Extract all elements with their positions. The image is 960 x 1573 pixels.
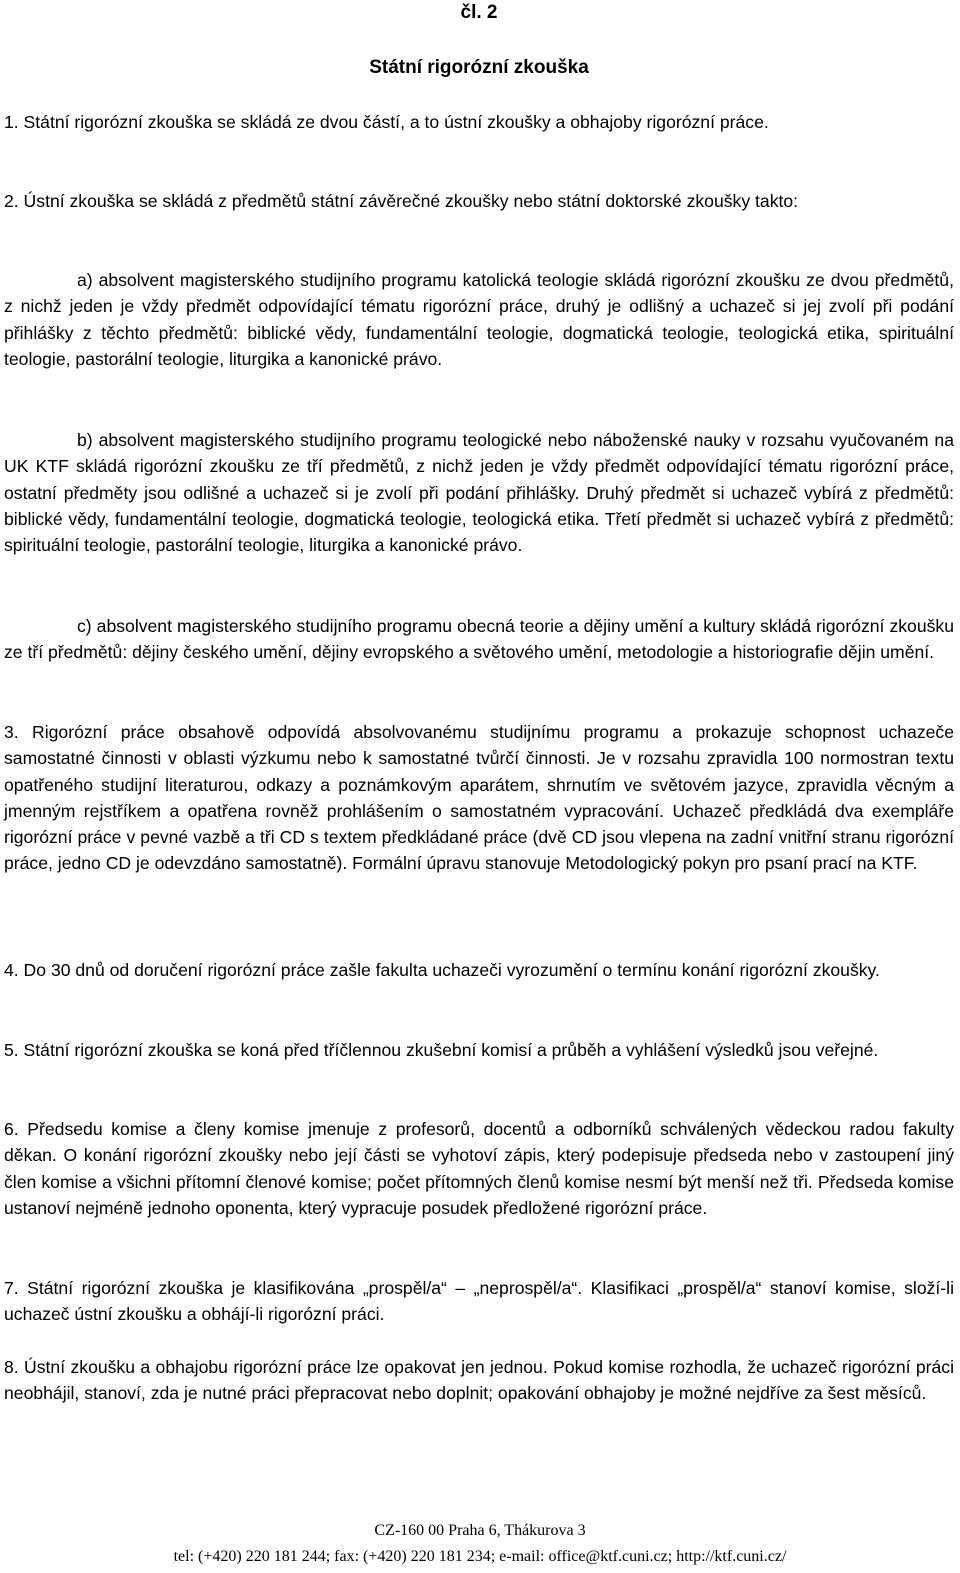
footer-contact: tel: (+420) 220 181 244; fax: (+420) 220 181 234; e-mail: office@ktf.cuni.cz; http://ktf.cuni.cz/ [173,1548,787,1565]
paragraph-7: 7. Státní rigorózní zkouška je klasifikována „prospěl/a“ – „neprospěl/a“. Klasifikaci „prospěl/a“ stanoví komise, složí-li uchazeč ústní zkoušku a obhájí-li rigorózní práci. [4,1278,954,1325]
paragraph-3: 3. Rigorózní práce obsahově odpovídá absolvovanému studijnímu programu a prokazuje schopnost uchazeče samostatné činnosti v oblasti výzkumu nebo k samostatné tvůrčí činnosti. Je v rozsahu zpravidla 100 normostran textu opatřeného studijní literaturou, odkazy a poznámkovým aparátem, shrnutím ve světovém jazyce, zpravidla věcným a jmenným rejstříkem a opatřena rovněž prohlášením o samostatném vypracování. Uchazeč předkládá dva exempláře rigorózní práce v pevné vazbě a tři CD s textem předkládané práce (dvě CD jsou vlepena na zadní vnitřní stranu rigorózní práce, jedno CD je odevzdáno samostatně). Formální úpravu stanovuje Metodologický pokyn pro psaní prací na KTF. [4,722,954,874]
paragraph-2a: a) absolvent magisterského studijního programu katolická teologie skládá rigorózní zkoušku ze dvou předmětů, z nichž jeden je vždy předmět odpovídající tématu rigorózní práce, druhý je odlišný a uchazeč si jej zvolí při podání přihlášky z těchto předmětů: biblické vědy, fundamentální teologie, dogmatická teologie, teologická etika, spirituální teologie, pastorální teologie, liturgika a kanonické právo. [4,270,954,369]
article-number: čl. 2 [460,2,498,23]
paragraph-6: 6. Předsedu komise a členy komise jmenuje z profesorů, docentů a odborníků schválených vědeckou radou fakulty děkan. O konání rigorózní zkoušky nebo její části se vyhotoví zápis, který podepisuje předseda nebo v zastoupení jiný člen komise a všichni přítomní členové komise; počet přítomných členů komise nesmí být menší než tři. Předseda komise ustanoví nejméně jednoho oponenta, který vypracuje posudek předložené rigorózní práce. [4,1119,954,1218]
paragraph-5: 5. Státní rigorózní zkouška se koná před tříčlennou zkušební komisí a průběh a vyhlášení výsledků jsou veřejné. [4,1040,879,1060]
paragraph-1: 1. Státní rigorózní zkouška se skládá ze dvou částí, a to ústní zkoušky a obhajoby rigorózní práce. [4,112,769,132]
paragraph-8: 8. Ústní zkoušku a obhajobu rigorózní práce lze opakovat jen jednou. Pokud komise rozhodla, že uchazeč rigorózní práci neobhájil, stanoví, zda je nutné práci přepracovat nebo doplnit; opakování obhajoby je možné nejdříve za šest měsíců. [4,1357,954,1404]
footer-address: CZ-160 00 Praha 6, Thákurova 3 [374,1522,586,1539]
article-title: Státní rigorózní zkouška [369,57,589,78]
paragraph-2: 2. Ústní zkouška se skládá z předmětů státní závěrečné zkoušky nebo státní doktorské zkoušky takto: [4,191,799,211]
paragraph-2c: c) absolvent magisterského studijního programu obecná teorie a dějiny umění a kultury skládá rigorózní zkoušku ze tří předmětů: dějiny českého umění, dějiny evropského a světového umění, metodologie a historiografie dějin umění. [4,616,954,663]
paragraph-4: 4. Do 30 dnů od doručení rigorózní práce zašle fakulta uchazeči vyrozumění o termínu konání rigorózní zkoušky. [4,960,880,980]
paragraph-2b: b) absolvent magisterského studijního programu teologické nebo náboženské nauky v rozsahu vyučovaném na UK KTF skládá rigorózní zkoušku ze tří předmětů, z nichž jeden je vždy předmět odpovídající tématu rigorózní práce, ostatní předměty jsou odlišné a uchazeč si je zvolí při podání přihlášky. Druhý předmět si uchazeč vybírá z předmětů: biblické vědy, fundamentální teologie, dogmatická teologie, teologická etika. Třetí předmět si uchazeč vybírá z předmětů: spirituální teologie, pastorální teologie, liturgika a kanonické právo. [4,430,954,556]
